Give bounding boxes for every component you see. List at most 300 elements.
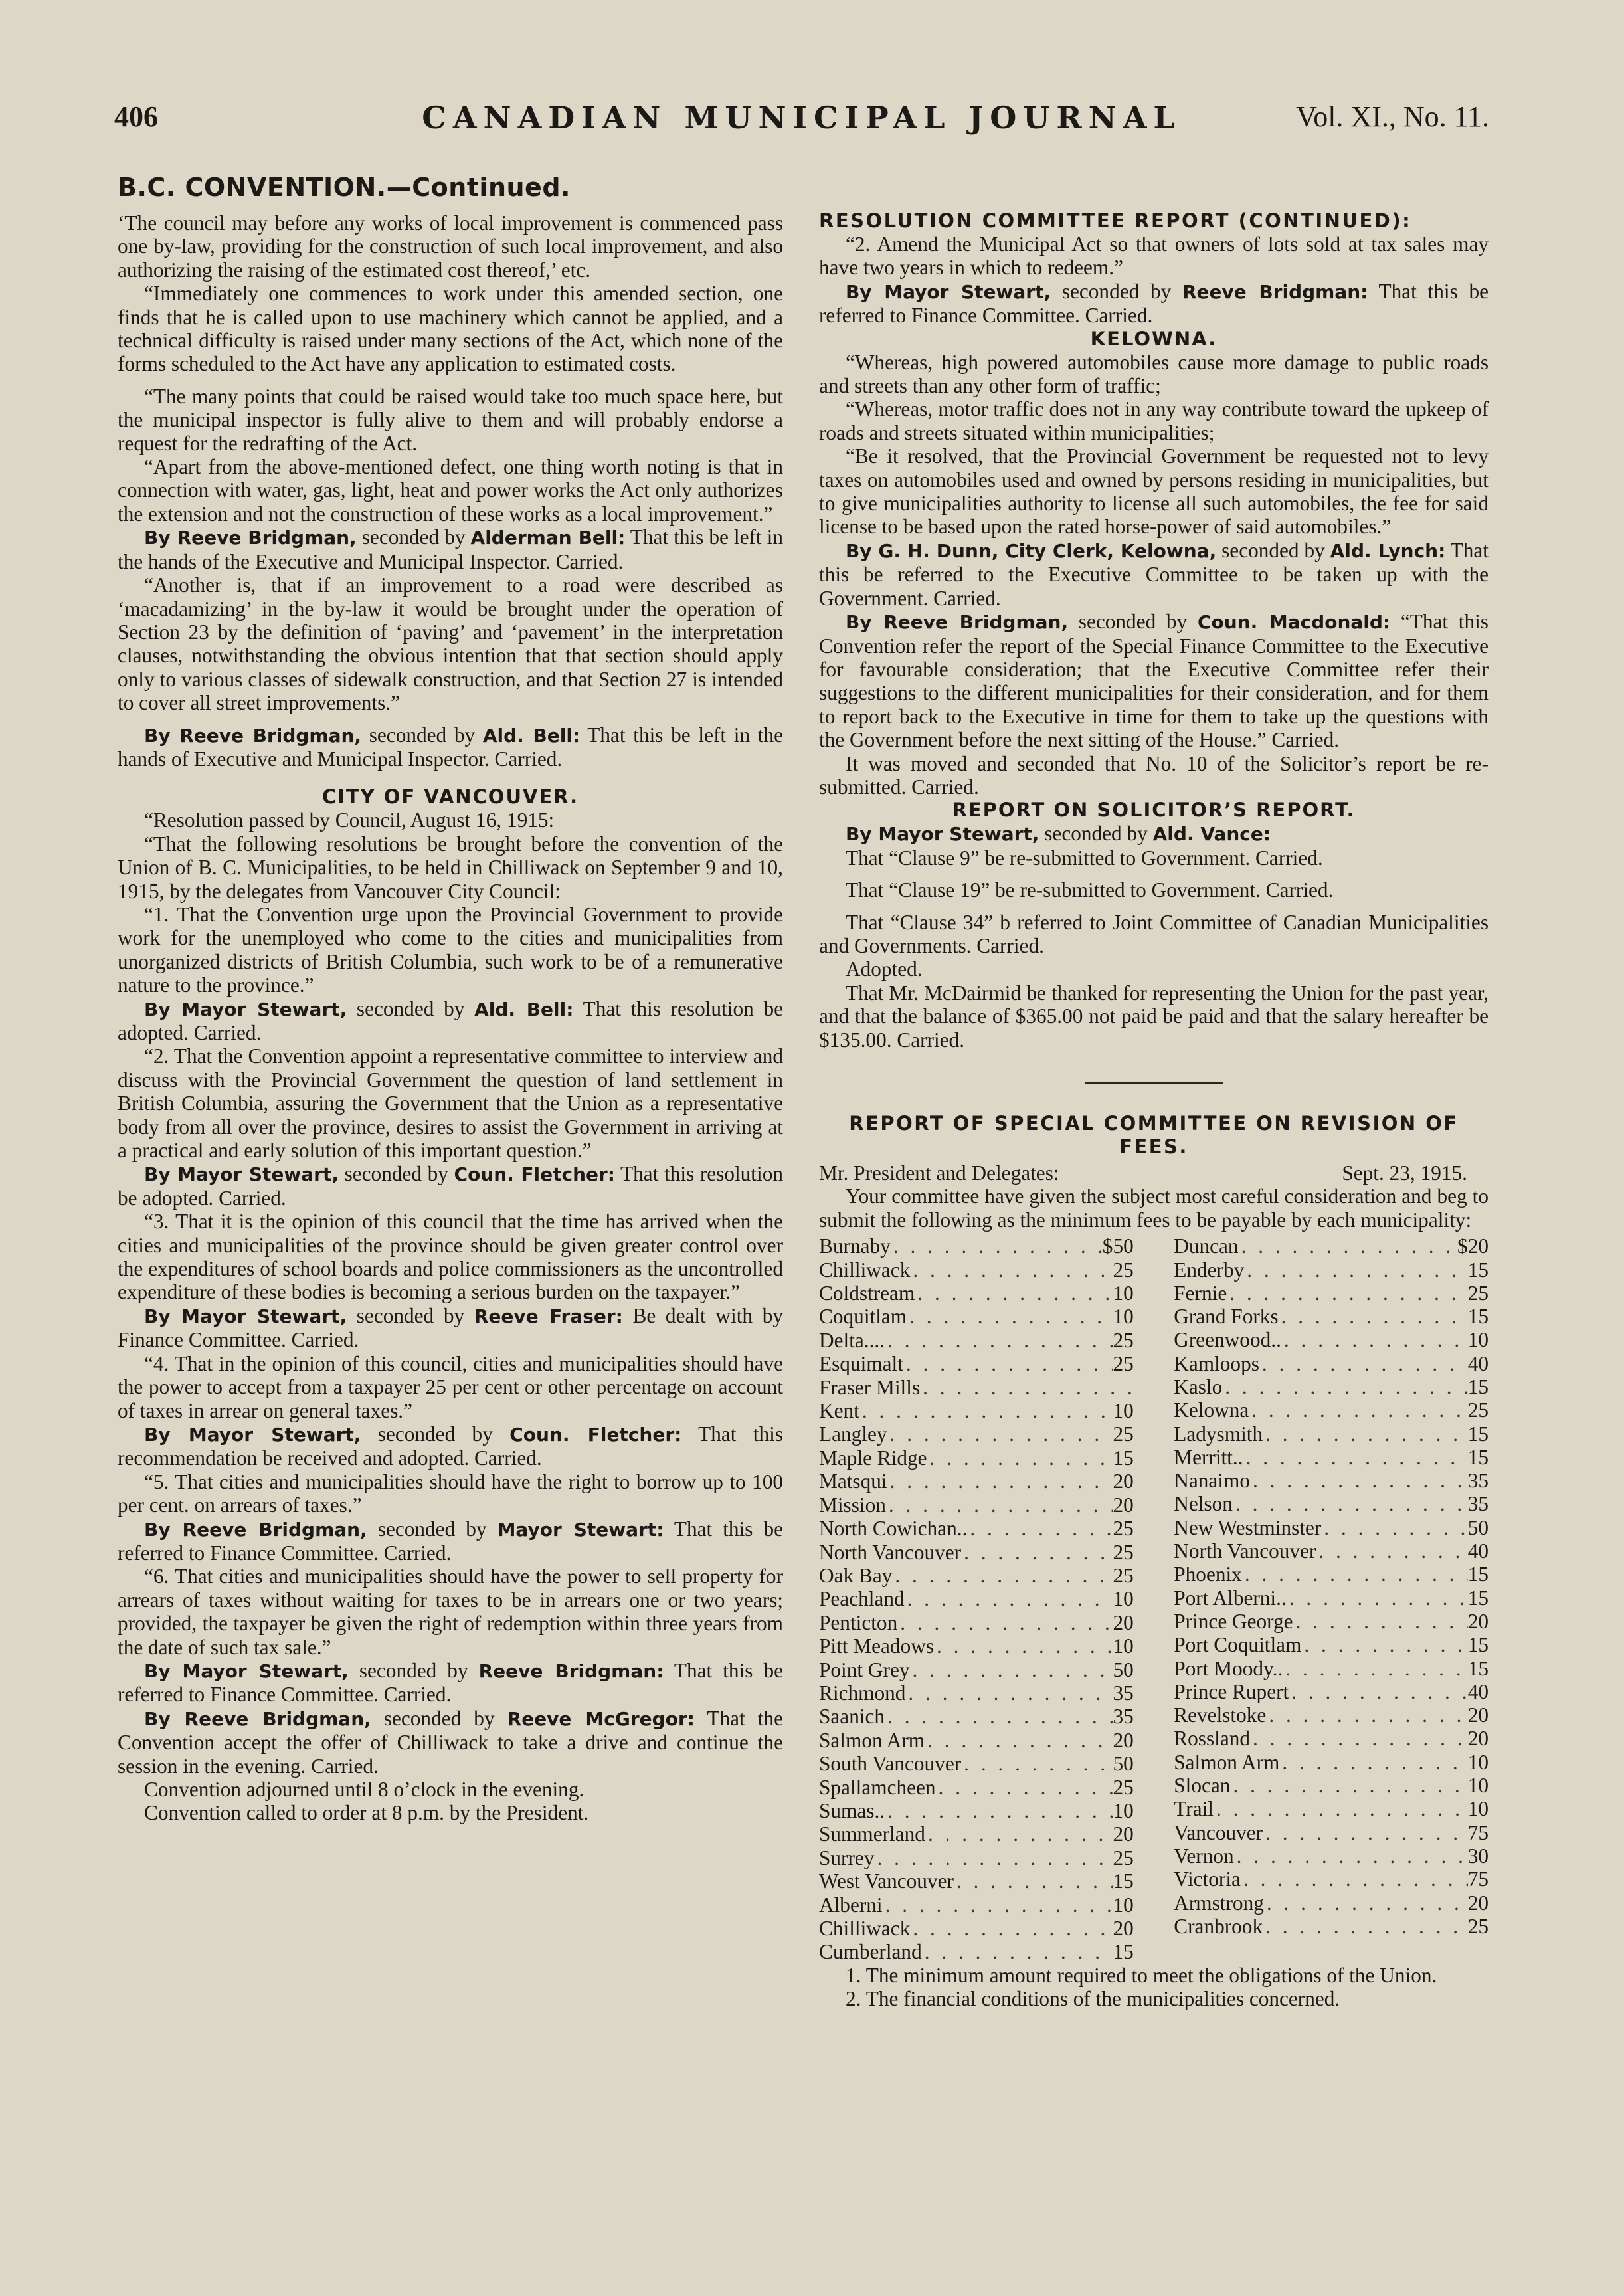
fee-row	[819, 1305, 1134, 1328]
dot-leader	[1249, 1398, 1467, 1422]
fee-row	[819, 1399, 1134, 1422]
municipality-name: Cranbrook	[1174, 1914, 1263, 1938]
fee-row	[819, 1446, 1134, 1470]
dot-leader	[961, 1752, 1113, 1775]
fees-heading: REPORT OF SPECIAL COMMITTEE ON REVISION OF FEES.	[849, 1112, 1459, 1158]
motion-seconder: Reeve Fraser:	[474, 1305, 623, 1327]
fee-row	[819, 1234, 1134, 1258]
municipality-name: Nanaimo	[1174, 1469, 1250, 1493]
motion-seconder: Ald. Vance:	[1152, 823, 1271, 846]
motion-text: That this resolution be adopted. Carried.	[118, 997, 784, 1044]
dot-leader	[1259, 1352, 1468, 1375]
motion-text: “That this Convention refer the report of the Special Finance Committee to the Executive for favourable consideration; that the Executive Committee refer their suggestions to the different municipalities for their consideration, and for them to report back to the Executive in time for them to take up the questions with the Government before the next sitting of the House.” Carried.	[819, 610, 1489, 752]
fee-amount: 20	[1113, 1493, 1134, 1517]
note-item: 1. The minimum amount required to meet the obligations of the Union.	[846, 1963, 1437, 1987]
resolution: “6. That cities and municipalities should have the power to sell property for arrears of taxes without waiting for taxes to be in arrears one or two years; provided, the taxpayer be given the right of redemption within three years from the date of such tax sale.”	[118, 1565, 783, 1659]
motion-seconder: Reeve McGregor:	[507, 1707, 695, 1730]
fee-amount: 35	[1467, 1492, 1489, 1516]
fee-amount: 50	[1113, 1752, 1134, 1776]
fee-row	[819, 1917, 1134, 1940]
dot-leader	[909, 1658, 1113, 1681]
motion-connector: seconded by	[371, 1706, 507, 1730]
motion-seconder: Coun. Fletcher:	[454, 1163, 615, 1186]
fee-amount: 25	[1113, 1563, 1134, 1587]
fee-amount: 40	[1467, 1679, 1489, 1703]
fee-row	[1174, 1610, 1489, 1633]
motion-text: Be dealt with by Finance Committee. Carried.	[118, 1303, 783, 1352]
motion-connector: seconded by	[347, 997, 475, 1020]
motion-text: That this be referred to Finance Committee. Carried.	[819, 279, 1489, 328]
motion-seconder: Mayor Stewart:	[497, 1518, 664, 1541]
fee-amount: 10	[1113, 1798, 1134, 1822]
paragraph: Your committee have given the subject most careful consideration and beg to submit the following as the minimum fees to be payable by each municipality:	[819, 1185, 1489, 1232]
municipality-name: Duncan	[1174, 1234, 1239, 1258]
fee-row	[1174, 1516, 1489, 1539]
fee-amount: 50	[1113, 1658, 1134, 1681]
motion	[118, 997, 783, 1045]
motion-seconder: Coun. Macdonald:	[1197, 611, 1391, 634]
motion-mover: By Mayor Stewart,	[144, 1660, 349, 1682]
right-column	[819, 209, 1489, 2011]
dot-leader	[1250, 1469, 1468, 1492]
paragraph: “Apart from the above-mentioned defect, one thing worth noting is that in connection with water, gas, light, heat and power works the Act only authorizes the extension and not the construction of these works as a local improvement.”	[118, 455, 783, 526]
fee-amount: 10	[1113, 1282, 1134, 1305]
fees-salutation-line	[819, 1161, 1489, 1185]
motion-mover: By Reeve Bridgman,	[144, 1518, 367, 1541]
fee-row	[1174, 1915, 1489, 1938]
motion-mover: By Reeve Bridgman,	[144, 724, 362, 747]
fee-amount: 35	[1467, 1469, 1489, 1493]
resolution: “1. That the Convention urge upon the Provincial Government to provide work for the unemployed who come to the cities and municipalities from unorganized districts of British Columbia, such work to be of a remunerative nature to the province.”	[118, 902, 783, 997]
fees-date: Sept. 23, 1915.	[1342, 1161, 1467, 1185]
dot-leader	[1301, 1633, 1467, 1656]
dot-leader	[859, 1399, 1113, 1422]
dot-leader	[1230, 1774, 1467, 1797]
municipality-name: West Vancouver	[819, 1869, 954, 1893]
fee-row	[819, 1752, 1134, 1775]
motion-connector: seconded by	[347, 1303, 474, 1327]
fee-row	[819, 1822, 1134, 1846]
municipality-name: Victoria	[1174, 1867, 1241, 1891]
fee-row	[1174, 1492, 1489, 1515]
paragraph: “Resolution passed by Council, August 16, 1915:	[144, 809, 555, 832]
fee-amount: 10	[1467, 1750, 1489, 1774]
fees-column-right	[1174, 1234, 1489, 1964]
fee-row	[1174, 1375, 1489, 1398]
motion	[118, 1162, 783, 1210]
fee-row	[1174, 1680, 1489, 1703]
volume-number: Vol. XI., No. 11.	[1296, 100, 1489, 133]
fee-row	[1174, 1774, 1489, 1797]
motion-seconder: Ald. Bell:	[474, 998, 574, 1020]
motion-mover: By Mayor Stewart,	[846, 280, 1051, 303]
fee-row	[1174, 1844, 1489, 1867]
fee-amount: 25	[1113, 1258, 1134, 1282]
fee-amount: 15	[1467, 1445, 1489, 1469]
fee-row	[819, 1517, 1134, 1540]
municipality-name: Summerland	[819, 1822, 925, 1846]
dot-leader	[885, 1329, 1113, 1352]
motion-connector: seconded by	[356, 526, 471, 549]
dot-leader	[885, 1705, 1113, 1728]
fee-amount: 20	[1467, 1891, 1489, 1915]
motion-text: That this be left in the hands of Executive and Municipal Inspector. Carried.	[118, 723, 784, 771]
municipality-name: Vancouver	[1174, 1820, 1263, 1844]
motion-seconder: Reeve Bridgman:	[1182, 280, 1368, 303]
fee-amount: 15	[1467, 1375, 1489, 1398]
fee-row	[1174, 1586, 1489, 1610]
fee-row	[1174, 1422, 1489, 1446]
fees-salutation: Mr. President and Delegates:	[819, 1161, 1059, 1185]
motion-mover: By Mayor Stewart,	[144, 1163, 339, 1186]
municipality-name: North Vancouver	[1174, 1539, 1316, 1563]
motion	[118, 1304, 783, 1352]
fee-amount: $20	[1457, 1234, 1489, 1258]
motion-seconder: Coun. Fletcher:	[509, 1423, 682, 1446]
municipality-name: North Cowichan..	[819, 1517, 968, 1541]
paragraph: “Whereas, motor traffic does not in any way contribute toward the upkeep of roads and streets situated within municipalities;	[819, 397, 1489, 444]
fee-amount: 15	[1113, 1869, 1134, 1893]
fee-amount: 15	[1467, 1633, 1489, 1657]
motion-mover: By Mayor Stewart,	[144, 1423, 361, 1446]
municipality-name: Enderby	[1174, 1258, 1245, 1282]
motion-text: That this be left in the hands of the Executive and Municipal Inspector. Carried.	[118, 526, 783, 573]
municipality-name: Fernie	[1174, 1281, 1227, 1305]
motion	[118, 1422, 783, 1470]
dot-leader	[897, 1611, 1113, 1634]
municipality-name: Port Alberni..	[1174, 1586, 1287, 1610]
fee-amount: 25	[1467, 1914, 1489, 1938]
resolution-committee-heading: RESOLUTION COMMITTEE REPORT (CONTINUED):	[819, 209, 1412, 232]
municipality-name: Chilliwack	[819, 1917, 911, 1940]
fee-row	[1174, 1234, 1489, 1258]
fee-amount: 10	[1113, 1634, 1134, 1658]
dot-leader	[910, 1917, 1113, 1940]
municipality-name: Peachland	[819, 1587, 905, 1611]
dot-leader	[967, 1517, 1113, 1540]
municipality-name: Maple Ridge	[819, 1446, 927, 1470]
fee-amount: 15	[1113, 1446, 1134, 1470]
clause-item: That “Clause 19” be re-submitted to Government. Carried.	[846, 878, 1334, 902]
motion	[819, 280, 1489, 328]
motion	[118, 723, 783, 771]
motion-mover: By Mayor Stewart,	[846, 823, 1039, 846]
dot-leader	[887, 1422, 1113, 1446]
municipality-name: New Westminster	[1174, 1515, 1322, 1539]
clause-item: That “Clause 9” be re-submitted to Government. Carried.	[846, 846, 1323, 870]
paragraph: Convention called to order at 8 p.m. by the President.	[144, 1801, 589, 1825]
municipality-name: Vernon	[1174, 1844, 1234, 1867]
municipality-name: Salmon Arm	[1174, 1750, 1280, 1774]
municipality-name: Cumberland	[819, 1940, 922, 1964]
fee-row	[819, 1493, 1134, 1517]
fee-row	[819, 1776, 1134, 1799]
motion	[118, 1517, 783, 1565]
clause-item: That “Clause 34” b referred to Joint Committee of Canadian Municipalities and Governments. Carried.	[819, 910, 1489, 957]
fee-amount: 10	[1113, 1893, 1134, 1917]
dot-leader	[887, 1470, 1113, 1493]
fee-amount: 15	[1467, 1258, 1489, 1282]
left-column	[118, 174, 783, 1825]
dot-leader	[1321, 1516, 1467, 1539]
dot-leader	[1263, 1915, 1468, 1938]
motion-connector: seconded by	[1068, 610, 1198, 634]
municipality-name: Oak Bay	[819, 1563, 893, 1587]
fee-row	[819, 1541, 1134, 1564]
resolution: “2. That the Convention appoint a representative committee to interview and discuss with the Provincial Government the question of land settlement in British Columbia, assuring the Government that the Union as a representative body from all over the province, desires to assist the Government in arriving at a practical and early solution of this important question.”	[118, 1044, 783, 1163]
fee-row	[819, 1352, 1134, 1375]
paragraph: That Mr. McDairmid be thanked for representing the Union for the past year, and that the balance of $365.00 not paid be paid and that the salary hereafter be $135.00. Carried.	[819, 981, 1489, 1052]
dot-leader	[886, 1493, 1113, 1517]
fee-row	[1174, 1398, 1489, 1422]
fee-row	[1174, 1703, 1489, 1727]
fee-amount: 25	[1113, 1422, 1134, 1446]
dot-leader	[1250, 1727, 1468, 1750]
fee-row	[819, 1587, 1134, 1610]
fees-column-left	[819, 1234, 1134, 1964]
paragraph: It was moved and seconded that No. 10 of the Solicitor’s report be re-submitted. Carried.	[819, 751, 1489, 799]
municipality-name: Prince George	[1174, 1609, 1293, 1633]
paragraph: “Whereas, high powered automobiles cause more damage to public roads and streets than any other form of traffic;	[819, 350, 1489, 398]
fee-amount: 10	[1113, 1587, 1134, 1611]
dot-leader	[961, 1541, 1113, 1564]
municipality-name: Ladysmith	[1174, 1422, 1263, 1446]
dot-leader	[954, 1869, 1113, 1893]
municipality-name: Richmond	[819, 1681, 906, 1705]
fee-amount: 15	[1467, 1422, 1489, 1446]
fee-amount: 15	[1467, 1305, 1489, 1329]
fee-row	[819, 1681, 1134, 1705]
motion-text: That this resolution be adopted. Carried.	[118, 1162, 783, 1210]
dot-leader	[1283, 1657, 1467, 1680]
municipality-name: Greenwood..	[1174, 1328, 1281, 1352]
dot-leader	[874, 1846, 1113, 1869]
fee-row	[819, 1940, 1134, 1963]
motion-mover: By Reeve Bridgman,	[144, 1707, 371, 1730]
motion	[819, 610, 1489, 751]
dot-leader	[925, 1822, 1113, 1846]
dot-leader	[1266, 1703, 1467, 1727]
fee-amount: 20	[1113, 1917, 1134, 1940]
fee-amount: 75	[1467, 1820, 1489, 1844]
fee-amount: 20	[1467, 1609, 1489, 1633]
dot-leader	[920, 1376, 1134, 1399]
fee-row	[1174, 1633, 1489, 1656]
fee-row	[819, 1893, 1134, 1917]
fee-row	[1174, 1821, 1489, 1844]
fee-amount: 30	[1467, 1844, 1489, 1867]
fee-row	[819, 1282, 1134, 1305]
dot-leader	[927, 1446, 1113, 1470]
fee-amount: 20	[1113, 1728, 1134, 1752]
fee-row	[1174, 1727, 1489, 1750]
municipality-name: Port Moody..	[1174, 1656, 1283, 1680]
municipality-name: Phoenix	[1174, 1563, 1242, 1586]
motion-connector: seconded by	[361, 1422, 510, 1446]
paragraph: Convention adjourned until 8 o’clock in the evening.	[144, 1778, 585, 1801]
motion-mover: By Mayor Stewart,	[144, 998, 347, 1020]
municipality-name: Kelowna	[1174, 1398, 1249, 1422]
fee-amount: 20	[1467, 1703, 1489, 1727]
municipality-name: Port Coquitlam	[1174, 1633, 1302, 1657]
fee-row	[1174, 1258, 1489, 1282]
motion-seconder: Reeve Bridgman:	[478, 1660, 664, 1682]
dot-leader	[1234, 1844, 1468, 1867]
fee-row	[1174, 1305, 1489, 1328]
fee-amount: 40	[1467, 1539, 1489, 1563]
dot-leader	[915, 1282, 1113, 1305]
fee-row	[1174, 1657, 1489, 1680]
fee-amount: 20	[1467, 1727, 1489, 1751]
fee-row	[819, 1258, 1134, 1282]
fee-row	[819, 1799, 1134, 1822]
municipality-name: North Vancouver	[819, 1540, 962, 1564]
dot-leader	[1264, 1891, 1468, 1915]
dot-leader	[1233, 1492, 1468, 1515]
municipality-name: Nelson	[1174, 1492, 1233, 1516]
fee-row	[1174, 1282, 1489, 1305]
motion-text: That this be referred to the Executive Committee to be taken up with the Government. Carried.	[819, 538, 1489, 610]
journal-title: CANADIAN MUNICIPAL JOURNAL	[422, 100, 1182, 136]
paragraph: “Be it resolved, that the Provincial Government be requested not to levy taxes on automobiles used and owned by persons residing in municipalities, but to give municipalities authority to license all such automobiles, the fee for said license to be based upon the rated horse-power of said automobiles.”	[819, 444, 1489, 539]
fee-amount: 35	[1113, 1681, 1134, 1705]
dot-leader	[1263, 1422, 1468, 1446]
dot-leader	[1287, 1586, 1468, 1610]
kelowna-heading: KELOWNA.	[1090, 327, 1218, 350]
municipality-name: Mission	[819, 1493, 886, 1517]
fee-amount: 10	[1467, 1328, 1489, 1352]
paragraph: “Immediately one commences to work under this amended section, one finds that he is called upon to use machinery which cannot be applied, and a technical difficulty is raised under many sections of the Act, which none of the forms scheduled to the Act have any application to estimated costs.	[118, 282, 783, 376]
motion-text: That the Convention accept the offer of Chilliwack to take a drive and continue the session in the evening. Carried.	[118, 1706, 784, 1778]
fee-amount: 25	[1113, 1846, 1134, 1869]
dot-leader	[910, 1258, 1113, 1282]
dot-leader	[1281, 1328, 1468, 1351]
fee-row	[1174, 1563, 1489, 1586]
fee-amount: 15	[1467, 1563, 1489, 1586]
municipality-name: Sumas..	[819, 1798, 885, 1822]
fee-row	[1174, 1891, 1489, 1915]
dot-leader	[922, 1940, 1113, 1963]
fee-row	[819, 1634, 1134, 1658]
motion-connector: seconded by	[367, 1517, 497, 1541]
fee-row	[819, 1376, 1134, 1399]
motion	[118, 526, 783, 573]
note-item: 2. The financial conditions of the municipalities concerned.	[846, 1987, 1340, 2011]
fee-row	[819, 1329, 1134, 1352]
fee-row	[819, 1611, 1134, 1634]
resolution: “2. Amend the Municipal Act so that owners of lots sold at tax sales may have two years in which to redeem.”	[819, 233, 1489, 280]
municipality-name: Prince Rupert	[1174, 1679, 1289, 1703]
municipality-name: Alberni	[819, 1893, 883, 1917]
municipality-name: Grand Forks	[1174, 1305, 1279, 1329]
fee-row	[1174, 1352, 1489, 1375]
resolution: “3. That it is the opinion of this council that the time has arrived when the cities and municipalities of the province should be given greater control over the expenditures of school boards and police commissioners as the uncontrolled expenditure of these bodies is becoming a serious burden on the taxpayer.”	[118, 1210, 783, 1304]
fee-amount: 25	[1467, 1281, 1489, 1305]
municipality-name: Esquimalt	[819, 1352, 903, 1376]
motion-connector: seconded by	[361, 723, 483, 747]
municipality-name: Langley	[819, 1422, 887, 1446]
fee-row	[1174, 1539, 1489, 1563]
fee-amount: 10	[1113, 1305, 1134, 1329]
dot-leader	[1279, 1305, 1468, 1328]
motion-connector: seconded by	[1051, 279, 1182, 303]
motion-seconder: Ald. Lynch:	[1330, 539, 1446, 562]
paragraph: Adopted.	[846, 957, 923, 981]
dot-leader	[934, 1634, 1113, 1658]
fee-row	[1174, 1751, 1489, 1774]
municipality-name: Delta....	[819, 1328, 885, 1352]
municipality-name: Penticton	[819, 1610, 898, 1634]
motion-text: That this be referred to Finance Committee. Carried.	[118, 1658, 783, 1707]
municipality-name: Armstrong	[1174, 1891, 1264, 1915]
motion-connector: seconded by	[1039, 822, 1153, 846]
fee-amount: 10	[1467, 1797, 1489, 1821]
municipality-name: Kent	[819, 1399, 859, 1423]
municipality-name: Slocan	[1174, 1774, 1231, 1798]
fee-row	[1174, 1328, 1489, 1351]
municipality-name: Kaslo	[1174, 1375, 1223, 1398]
page-number: 406	[114, 100, 158, 133]
resolution: “4. That in the opinion of this council, cities and municipalities should have the power to accept from a taxpayer 25 per cent or other percentage on account of taxes in arrear on general taxes.”	[118, 1351, 783, 1422]
dot-leader	[885, 1799, 1113, 1822]
fee-amount: 25	[1113, 1540, 1134, 1564]
motion-seconder: Ald. Bell:	[482, 724, 581, 747]
dot-leader	[936, 1776, 1113, 1799]
motion	[118, 1659, 783, 1707]
fee-row	[1174, 1797, 1489, 1820]
dot-leader	[1239, 1234, 1457, 1258]
motion-mover: By Mayor Stewart,	[144, 1305, 347, 1327]
municipality-name: Revelstoke	[1174, 1703, 1267, 1727]
dot-leader	[1243, 1446, 1468, 1469]
dot-leader	[907, 1305, 1113, 1328]
fee-row	[1174, 1867, 1489, 1891]
dot-leader	[1214, 1797, 1468, 1820]
municipality-name: Matsqui	[819, 1470, 887, 1493]
paragraph: ‘The council may before any works of local improvement is commenced pass one by-law, providing for the construction of such local improvement, and also authorizing the raising of the estimated cost thereof,’ etc.	[118, 211, 783, 282]
fee-row	[1174, 1469, 1489, 1492]
fee-row	[1174, 1446, 1489, 1469]
motion-text: That this recommendation be received and adopted. Carried.	[118, 1422, 784, 1470]
paragraph: “That the following resolutions be brought before the convention of the Union of B. C. Municipalities, to be held in Chilliwack on September 9 and 10, 1915, by the delegates from Vancouver City Council:	[118, 832, 783, 903]
fee-amount: $50	[1102, 1234, 1134, 1258]
motion-connector: seconded by	[348, 1658, 479, 1682]
municipality-name: Saanich	[819, 1705, 885, 1729]
municipality-name: South Vancouver	[819, 1752, 962, 1776]
dot-leader	[1316, 1539, 1467, 1563]
municipality-name: Merritt..	[1174, 1445, 1243, 1469]
fee-amount: 25	[1113, 1775, 1134, 1799]
fee-row	[819, 1658, 1134, 1681]
dot-leader	[891, 1234, 1103, 1258]
fee-row	[819, 1869, 1134, 1893]
motion-connector: seconded by	[338, 1162, 454, 1186]
municipality-name: Salmon Arm	[819, 1728, 925, 1752]
fee-row	[819, 1705, 1134, 1728]
fee-amount: 15	[1113, 1940, 1134, 1964]
motion-mover: By Reeve Bridgman,	[846, 611, 1069, 634]
municipality-name: Trail	[1174, 1797, 1214, 1821]
municipality-name: Surrey	[819, 1846, 875, 1869]
dot-leader	[1222, 1375, 1467, 1398]
fee-amount: 10	[1113, 1399, 1134, 1423]
fees-table	[819, 1234, 1489, 1964]
city-heading: CITY OF VANCOUVER.	[321, 785, 579, 809]
resolution: “5. That cities and municipalities should have the right to borrow up to 100 per cent. on arrears of taxes.”	[118, 1470, 783, 1517]
fee-amount: 25	[1113, 1517, 1134, 1541]
fee-amount: 20	[1113, 1470, 1134, 1493]
motion-mover: By Reeve Bridgman,	[144, 527, 357, 549]
